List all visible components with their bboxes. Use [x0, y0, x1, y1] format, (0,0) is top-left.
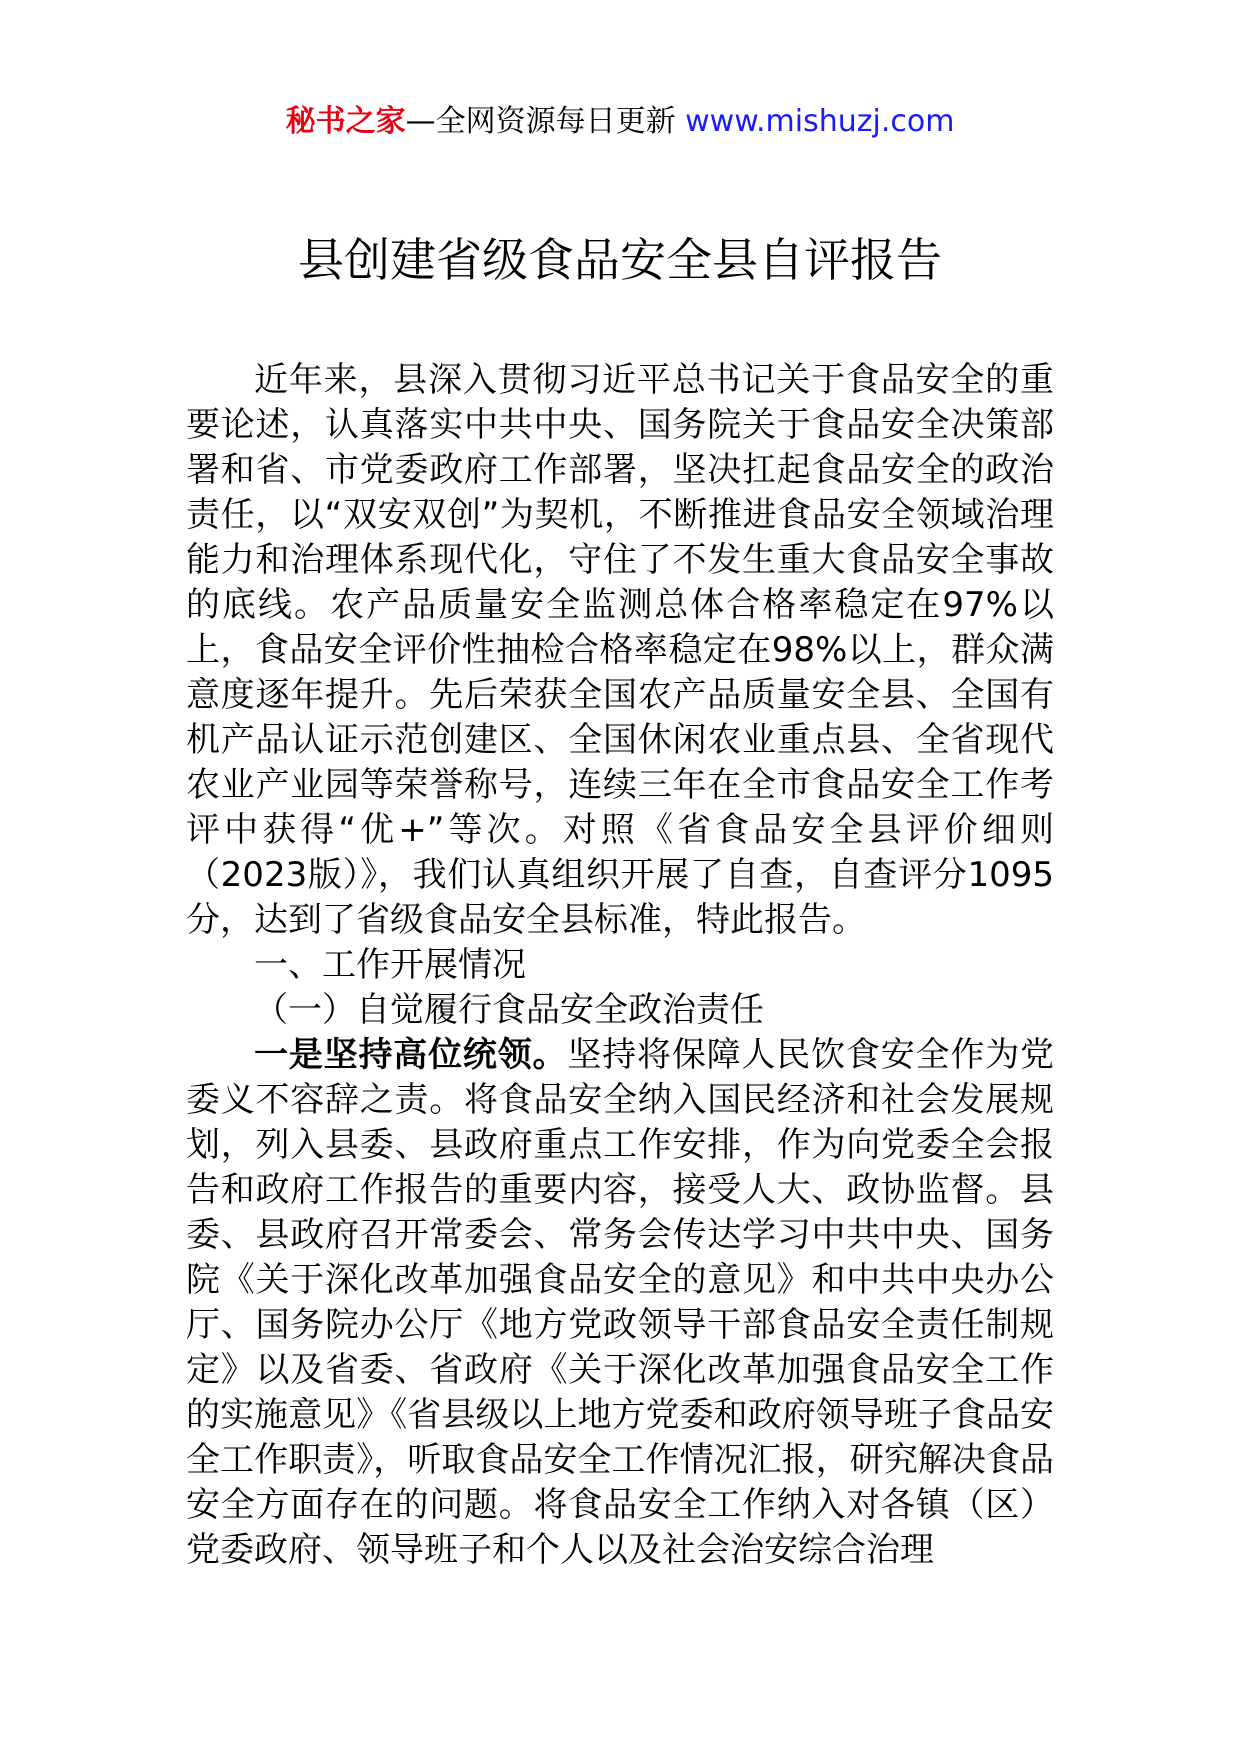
lead-phrase: 一是坚持高位统领。 — [254, 1035, 568, 1075]
intro-paragraph: 近年来，县深入贯彻习近平总书记关于食品安全的重要论述，认真落实中共中央、国务院关于食品安全决策部署和省、市党委政府工作部署，坚决扛起食品安全的政治责任，以“双安双创”为契机，不断推进食品安全领域治理能力和治理体系现代化，守住了不发生重大食品安全事故的底线。农产品质量安全监测总体合格率稳定在97%以上，食品安全评价性抽检合格率稳定在98%以上，群众满意度逐年提升。先后荣获全国农产品质量安全县、全国有机产品认证示范创建区、全国休闲农业重点县、全省现代农业产业园等荣誉称号，连续三年在全市食品安全工作考评中获得“优+”等次。对照《省食品安全县评价细则（2023版）》，我们认真组织开展了自查，自查评分1095分，达到了省级食品安全县标准，特此报告。 — [186, 360, 1054, 940]
lead-paragraph — [186, 1033, 1054, 1573]
document-title: 县创建省级食品安全县自评报告 — [298, 233, 942, 287]
site-url-link[interactable]: www.mishuzj.com — [685, 104, 955, 139]
section-heading: 一、工作开展情况 — [254, 945, 526, 985]
site-header — [0, 100, 1240, 144]
document-body — [186, 358, 1054, 1573]
brand-name: 秘书之家 — [285, 104, 406, 139]
header-tagline: —全网资源每日更新 — [405, 104, 686, 139]
lead-paragraph-text: 坚持将保障人民饮食安全作为党委义不容辞之责。将食品安全纳入国民经济和社会发展规划，列入县委、县政府重点工作安排，作为向党委全会报告和政府工作报告的重要内容，接受人大、政协监督。县委、县政府召开常委会、常务会传达学习中共中央、国务院《关于深化改革加强食品安全的意见》和中共中央办公厅、国务院办公厅《地方党政领导干部食品安全责任制规定》以及省委、省政府《关于深化改革加强食品安全工作的实施意见》《省县级以上地方党委和政府领导班子食品安全工作职责》，听取食品安全工作情况汇报，研究解决食品安全方面存在的问题。将食品安全工作纳入对各镇（区）党委政府、领导班子和个人以及社会治安综合治理 — [186, 1035, 1055, 1570]
subsection-heading: （一）自觉履行食品安全政治责任 — [254, 990, 764, 1030]
